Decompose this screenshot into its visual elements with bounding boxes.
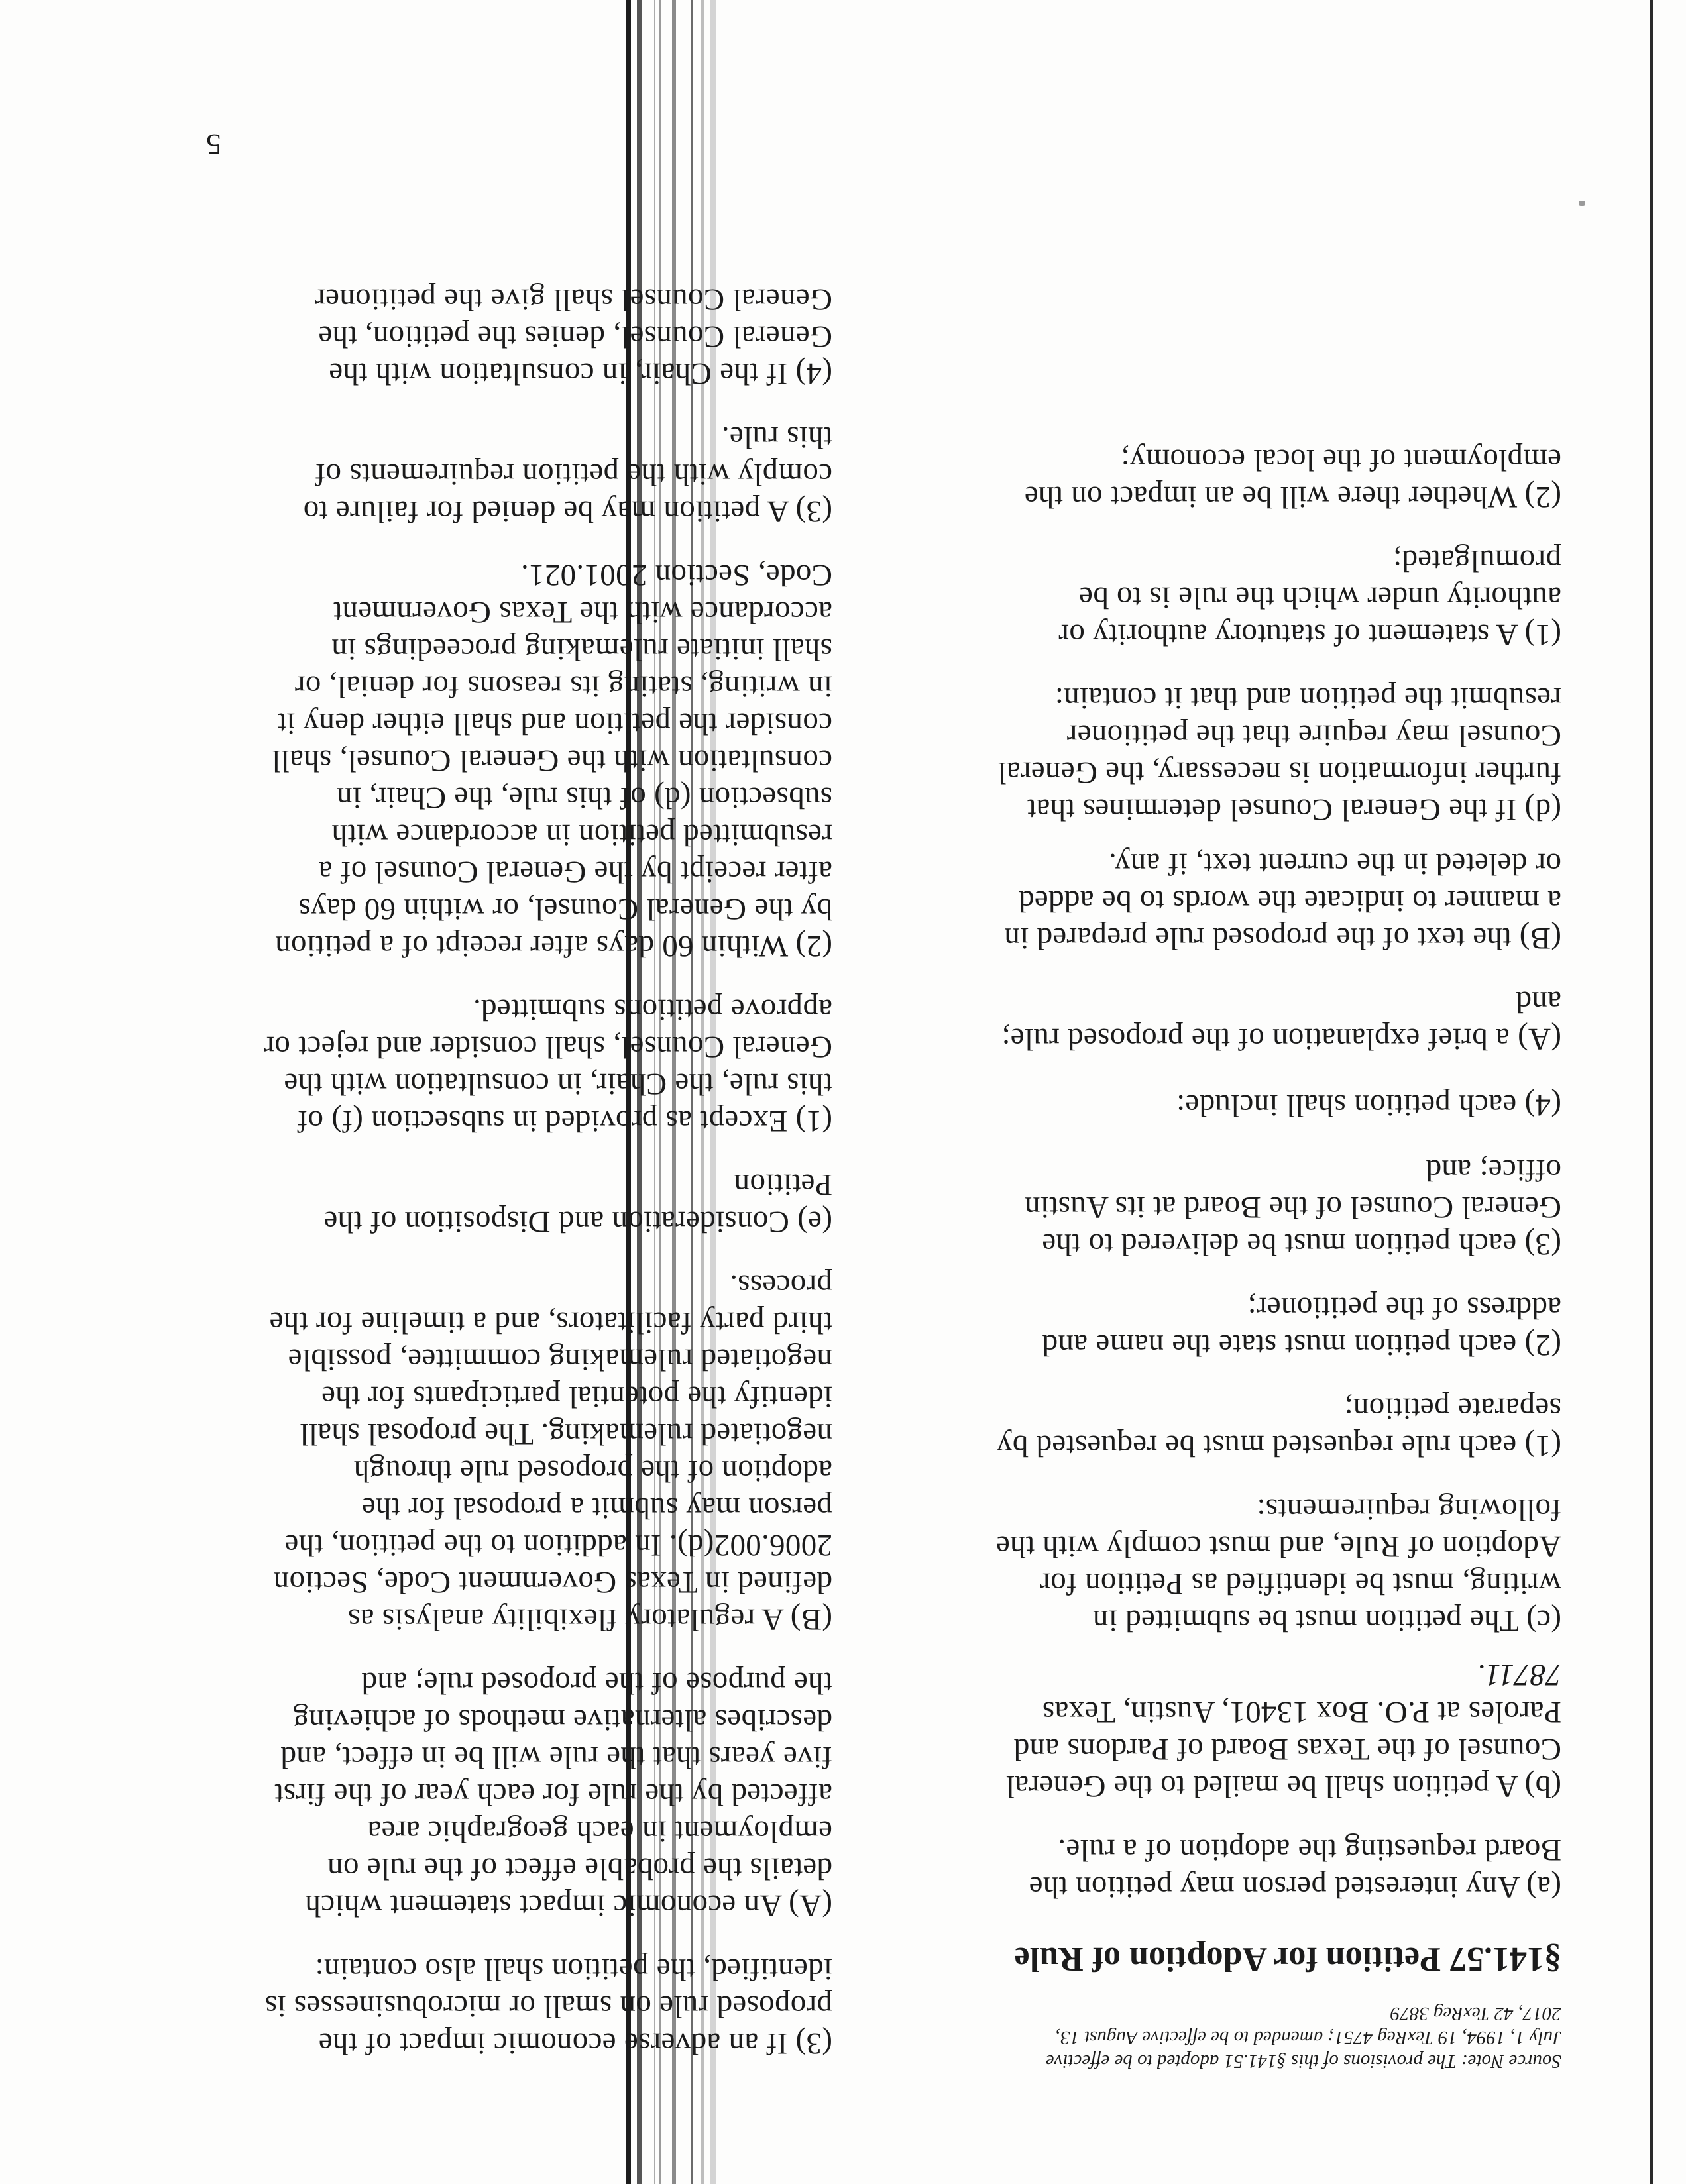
text-line: (3) If an adverse economic impact of the (318, 2026, 832, 2061)
text-line: writing, must be identified as Petition for (1040, 1566, 1561, 1601)
text-line: (a) Any interested person may petition the (1029, 1870, 1561, 1904)
text-line: employment in each geographic area (367, 1814, 832, 1849)
text-line: (4) each petition shall include: (1176, 1088, 1561, 1122)
text-line: employment of the local economy; (1121, 443, 1561, 477)
page-edge-line (1650, 0, 1653, 2184)
text-line: promulgated; (1392, 543, 1561, 578)
text-line: comply with the petition requirements of (315, 457, 832, 492)
text-line: third party facilitators, and a timeline for the (269, 1305, 832, 1340)
text-line: (d) If the General Counsel determines that (1027, 792, 1561, 827)
text-line: (b) A petition shall be mailed to the General (1005, 1769, 1561, 1804)
text-line: adoption of the proposed rule through (353, 1454, 832, 1488)
text-line: further information is necessary, the General (997, 755, 1561, 790)
text-line: negotiated rulemaking committee, possible (288, 1342, 832, 1377)
text-line: Petition (734, 1168, 832, 1202)
text-line: (4) If the Chair, in consultation with the (329, 356, 832, 391)
text-line: accordance with the Texas Government (333, 595, 832, 629)
text-line: this rule. (721, 420, 832, 455)
text-line: (A) An economic impact statement which (305, 1888, 832, 1923)
text-line: (B) A regulatory flexibility analysis as (347, 1602, 832, 1637)
text-line: shall initiate rulemaking proceedings in (331, 632, 832, 667)
text-line: Board requesting the adoption of a rule. (1058, 1833, 1561, 1867)
text-line: authority under which the rule is to be (1078, 580, 1561, 615)
text-line: this rule, the Chair, in consultation with the (284, 1067, 832, 1101)
text-line: General Counsel of the Board at its Austin (1024, 1190, 1561, 1225)
text-line: separate petition; (1344, 1392, 1561, 1426)
text-line: General Counsel shall give the petitioner (314, 282, 832, 317)
text-line: General Counsel, denies the petition, the (318, 319, 832, 354)
text-line: resubmitted petition in accordance with (331, 818, 832, 852)
text-line: (B) the text of the proposed rule prepared in (1004, 921, 1561, 956)
text-line: (3) each petition must be delivered to the (1042, 1227, 1561, 1262)
section-heading: §141.57 Petition for Adoption of Rule (1014, 1940, 1561, 1978)
text-line: negotiated rulemaking. The proposal shall (300, 1417, 832, 1451)
text-line: person may submit a proposal for the (361, 1491, 832, 1525)
text-line: 2006.002(d). In addition to the petition, the (284, 1528, 832, 1562)
text-line: describes alternative methods of achieving (293, 1703, 832, 1737)
text-line: (2) Within 60 days after receipt of a petition (274, 929, 832, 963)
text-line: after receipt by the General Counsel of a (318, 855, 832, 889)
text-line: five years that the rule will be in effect, and (280, 1740, 832, 1774)
text-line: process. (729, 1268, 832, 1303)
text-line: identify the potential participants for the (321, 1380, 832, 1414)
text-line: in writing, stating its reasons for denial, or (294, 669, 832, 704)
text-line: (c) The petition must be submitted in (1092, 1604, 1561, 1638)
text-line: Counsel may require that the petitioner (1066, 718, 1561, 753)
text-line: office; and (1426, 1153, 1561, 1187)
text-line: (2) each petition must state the name and (1042, 1328, 1561, 1362)
text-line: Adoption of Rule, and must comply with the (995, 1529, 1561, 1564)
text-line: the purpose of the proposed rule; and (361, 1666, 832, 1700)
text-line: address of the petitioner; (1247, 1291, 1561, 1325)
text-line: following requirements: (1257, 1492, 1561, 1527)
text-line: (3) A petition may be denied for failure to (303, 494, 832, 529)
text-line: Counsel of the Texas Board of Pardons and (1013, 1732, 1561, 1767)
text-line: (1) each rule requested must be requested by (996, 1429, 1561, 1463)
text-line: Paroles at P.O. Box 13401, Austin, Texas (1042, 1695, 1561, 1729)
page-number: 5 (206, 128, 221, 162)
text-line: details the probable effect of the rule on (327, 1851, 832, 1886)
text-line: resubmit the petition and that it contain: (1054, 681, 1561, 716)
text-line: (A) a brief explanation of the proposed rule; (1001, 1022, 1561, 1056)
text-line: affected by the rule for each year of the first (274, 1777, 832, 1812)
text-line: identified, the petition shall also contain: (315, 1952, 832, 1987)
text-line: subsection (d) of this rule, the Chair, in (336, 781, 832, 815)
scan-speck (1579, 201, 1585, 206)
text-line: defined in Texas Government Code, Section (273, 1565, 832, 1600)
text-line: (1) A statement of statutory authority or (1058, 618, 1561, 652)
text-line: (e) Consideration and Disposition of the (323, 1205, 832, 1239)
text-line: a manner to indicate the words to be added (1018, 884, 1561, 918)
text-line: 78711. (1477, 1658, 1561, 1692)
text-line: General Counsel, shall consider and reject or (264, 1030, 832, 1064)
text-line: or deleted in the current text, if any. (1108, 847, 1561, 881)
text-line: proposed rule on small or microbusinesses is (264, 1989, 832, 2024)
text-line: Code, Section 2001.021. (520, 558, 832, 592)
source-note-line: Source Note: The provisions of this §141.51 adopted to be effective (1045, 2051, 1561, 2072)
text-line: consider the petition and shall either deny it (277, 706, 832, 741)
source-note-line: July 1, 1994, 19 TexReg 4751; amended to be effective August 13, (1055, 2027, 1561, 2048)
text-line: (2) Whether there will be an impact on the (1024, 480, 1561, 514)
text-line: by the General Counsel, or within 60 days (298, 892, 832, 926)
source-note-line: 2017, 42 TexReg 3879 (1390, 2003, 1561, 2024)
text-line: consultation with the General Counsel, shall (272, 743, 832, 778)
text-line: approve petitions submitted. (473, 993, 832, 1027)
text-line: (1) Except as provided in subsection (f) of (297, 1104, 832, 1138)
text-line: and (1516, 985, 1561, 1019)
